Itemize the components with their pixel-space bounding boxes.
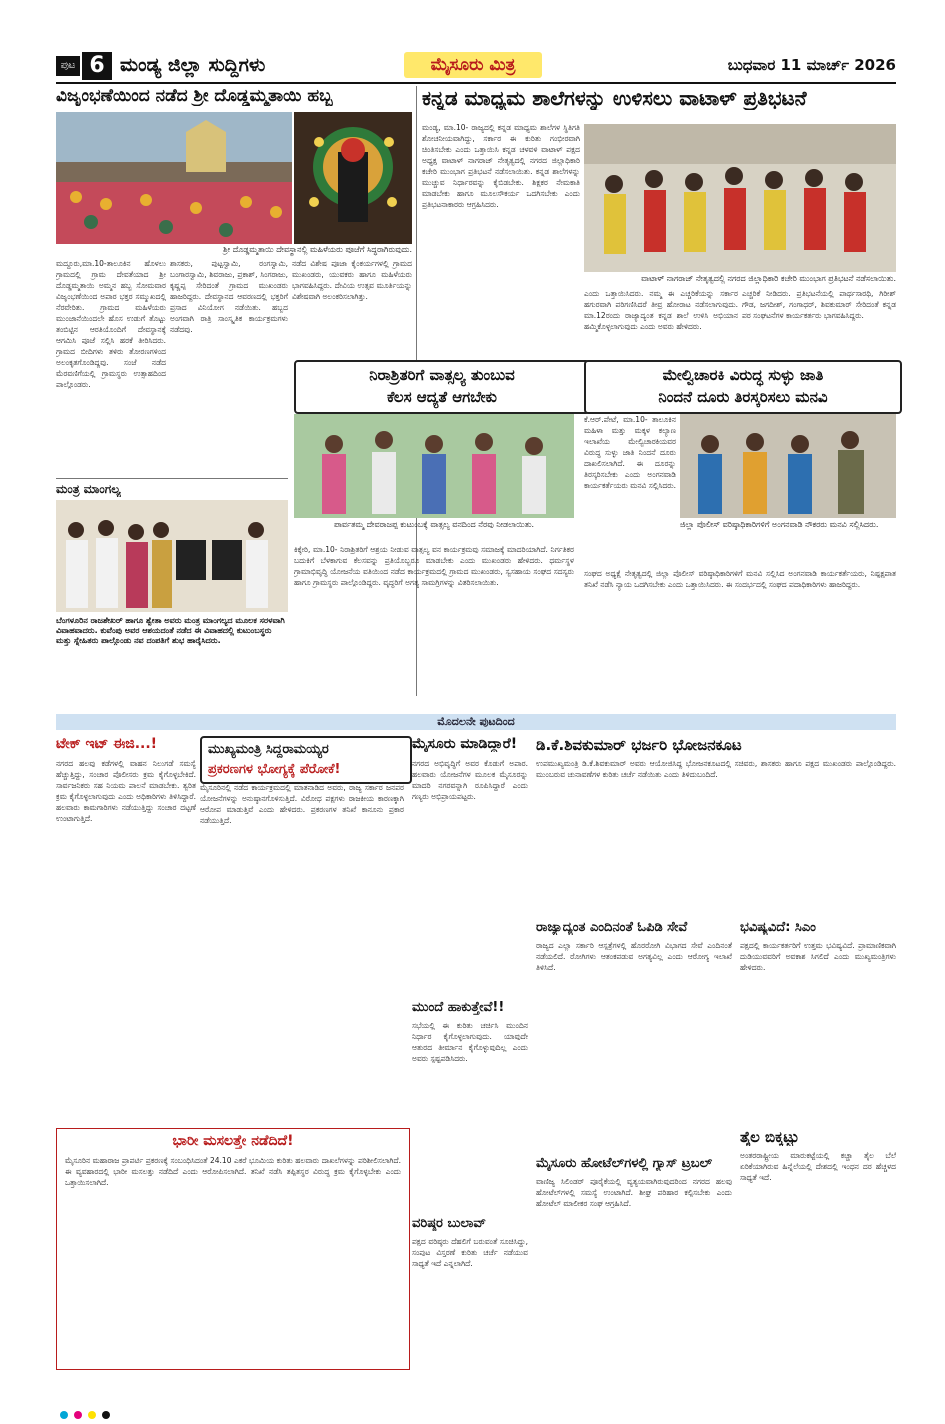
story4-column-b: ಸಂಘದ ಅಧ್ಯಕ್ಷೆ ನೇತೃತ್ವದಲ್ಲಿ ಜಿಲ್ಲಾ ಪೊಲೀಸ್ ವರಿಷ್ಠಾಧಿಕಾರಿಗಳಿಗೆ ಮನವಿ ಸಲ್ಲಿಸಿದ ಅಂಗನವಾಡಿ ಕಾರ್ಯಕರ್ತೆಯರು, ನಿಷ್ಪಕ್ಷಪಾತ ತನಿಖೆ ನಡೆಸಿ ನ್ಯಾಯ ಒದಗಿಸಬೇಕು ಎಂದು ಒತ್ತಾಯಿಸಿದರು. ಈ ಸಂದರ್ಭದಲ್ಲಿ ಸಂಘದ ಪದಾಧಿಕಾರಿಗಳು ಹಾಜರಿದ್ದರು. [584, 569, 896, 589]
cont-headline-0: ಟೇಕ್ ಇಟ್ ಈಜಿ...! [56, 736, 158, 752]
cont-body-2: ನಗರದ ಅಭಿವೃದ್ಧಿಗೆ ಅವರ ಕೊಡುಗೆ ಅಪಾರ. ಹಲವಾರು ಯೋಜನೆಗಳ ಮೂಲಕ ಮೈಸೂರನ್ನು ಮಾದರಿ ನಗರವನ್ನಾಗಿ ರೂಪಿಸಿದ್ದಾರೆ ಎಂದು ಗಣ್ಯರು ಅಭಿಪ್ರಾಯಪಟ್ಟರು. [412, 759, 528, 801]
cont-headline-9: ತೈಲ ಬಿಕ್ಕಟ್ಟು [740, 1128, 799, 1146]
cont-headline-10: ಭಾರೀ ಮಸಲತ್ತೇ ನಡೆದಿದೆ! [172, 1133, 294, 1149]
cont-headline-4: ಮುಂದೆ ಹಾಕುತ್ತೇವೆ!! [412, 1000, 505, 1015]
cont-body-3: ಉಪಮುಖ್ಯಮಂತ್ರಿ ಡಿ.ಕೆ.ಶಿವಕುಮಾರ್ ಅವರು ಆಯೋಜಿಸಿದ್ದ ಭೋಜನಕೂಟದಲ್ಲಿ ಸಚಿವರು, ಶಾಸಕರು ಹಾಗೂ ಪಕ್ಷದ ಮುಖಂಡರು ಪಾಲ್ಗೊಂಡಿದ್ದರು. ಮುಂಬರುವ ಚುನಾವಣೆಗಳ ಕುರಿತು ಚರ್ಚೆ ನಡೆಯಿತು ಎಂದು ತಿಳಿದುಬಂದಿದೆ. [536, 759, 896, 779]
story4-column-a: ಕೆ.ಆರ್.ಪೇಟೆ, ಮಾ.10- ತಾಲೂಕಿನ ಮಹಿಳಾ ಮತ್ತು ಮಕ್ಕಳ ಕಲ್ಯಾಣ ಇಲಾಖೆಯ ಮೇಲ್ವಿಚಾರಕಿಯವರ ವಿರುದ್ಧ ಸುಳ್ಳು ಜಾತಿ ನಿಂದನೆ ದೂರು ದಾಖಲಿಸಲಾಗಿದೆ. ಈ ದೂರನ್ನು ತಿರಸ್ಕರಿಸಬೇಕು ಎಂದು ಅಂಗನವಾಡಿ ಕಾರ್ಯಕರ್ತೆಯರು ಮನವಿ ಸಲ್ಲಿಸಿದರು. [584, 415, 676, 490]
cont-headline-3: ಡಿ.ಕೆ.ಶಿವಕುಮಾರ್ ಭರ್ಜರಿ ಭೋಜನಕೂಟ [536, 736, 742, 754]
story5-rule [56, 478, 288, 479]
paper-name: ಮೈಸೂರು ಮಿತ್ರ [404, 52, 542, 78]
cont-body-9: ಅಂತರರಾಷ್ಟ್ರೀಯ ಮಾರುಕಟ್ಟೆಯಲ್ಲಿ ಕಚ್ಚಾ ತೈಲ ಬೆಲೆ ಏರಿಕೆಯಾಗಿರುವ ಹಿನ್ನೆಲೆಯಲ್ಲಿ ದೇಶದಲ್ಲಿ ಇಂಧನ ದರ ಹೆಚ್ಚಳದ ಸಾಧ್ಯತೆ ಇದೆ. [740, 1151, 896, 1182]
cont-headline-1-line1: ಮುಖ್ಯಮಂತ್ರಿ ಸಿದ್ದರಾಮಯ್ಯರ [208, 742, 329, 757]
cont-body-10: ಮೈಸೂರಿನ ಮಹಾರಾಜ ಪ್ರಾಪರ್ಟಿ ಪ್ರಕರಣಕ್ಕೆ ಸಂಬಂಧಿಸಿದಂತೆ 24.10 ಎಕರೆ ಭೂಮಿಯ ಕುರಿತು ಹಲವಾರು ದಾಖಲೆಗಳನ್ನು ಪರಿಶೀಲಿಸಲಾಗಿದೆ. ಈ ವ್ಯವಹಾರದಲ್ಲಿ ಭಾರೀ ಮಸಲತ್ತು ನಡೆದಿದೆ ಎಂದು ಆರೋಪಿಸಲಾಗಿದೆ. ತನಿಖೆ ನಡೆಸಿ ತಪ್ಪಿತಸ್ಥರ ವಿರುದ್ಧ ಕ್ರಮ ಕೈಗೊಳ್ಳಬೇಕು ಎಂದು ಒತ್ತಾಯಿಸಲಾಗಿದೆ. [65, 1156, 401, 1187]
cont-body-4: ಸಭೆಯಲ್ಲಿ ಈ ಕುರಿತು ಚರ್ಚಿಸಿ ಮುಂದಿನ ನಿರ್ಧಾರ ಕೈಗೊಳ್ಳಲಾಗುವುದು. ಯಾವುದೇ ಆತುರದ ತೀರ್ಮಾನ ಕೈಗೊಳ್ಳುವುದಿಲ್ಲ ಎಂದು ಅವರು ಸ್ಪಷ್ಟಪಡಿಸಿದರು. [412, 1021, 528, 1063]
cont-headline-5: ರಾಜ್ಯಾದ್ಯಂತ ಎಂದಿನಂತೆ ಓಪಿಡಿ ಸೇವೆ [536, 920, 688, 935]
masthead [56, 52, 896, 80]
cont-body-1: ಮೈಸೂರಿನಲ್ಲಿ ನಡೆದ ಕಾರ್ಯಕ್ರಮದಲ್ಲಿ ಮಾತನಾಡಿದ ಅವರು, ರಾಜ್ಯ ಸರ್ಕಾರ ಜನಪರ ಯೋಜನೆಗಳನ್ನು ಅನುಷ್ಠಾನಗೊಳಿಸುತ್ತಿದೆ. ವಿರೋಧ ಪಕ್ಷಗಳು ರಾಜಕೀಯ ಕಾರಣಕ್ಕಾಗಿ ಆರೋಪ ಮಾಡುತ್ತಿವೆ ಎಂದು ಹೇಳಿದರು. ಪ್ರಕರಣಗಳ ತನಿಖೆ ಕಾನೂನು ಪ್ರಕಾರ ನಡೆಯುತ್ತಿದೆ. [200, 783, 404, 825]
cont-body-0: ನಗರದ ಹಲವು ಕಡೆಗಳಲ್ಲಿ ವಾಹನ ನಿಲುಗಡೆ ಸಮಸ್ಯೆ ಹೆಚ್ಚುತ್ತಿದ್ದು, ಸಂಚಾರ ಪೊಲೀಸರು ಕ್ರಮ ಕೈಗೊಳ್ಳಬೇಕಿದೆ. ಸಾರ್ವಜನಿಕರು ಸಹ ನಿಯಮ ಪಾಲನೆ ಮಾಡಬೇಕು. ತ್ವರಿತ ಕ್ರಮ ಕೈಗೊಳ್ಳಲಾಗುವುದು ಎಂದು ಅಧಿಕಾರಿಗಳು ತಿಳಿಸಿದ್ದಾರೆ. ಹಲವಾರು ಕಾಮಗಾರಿಗಳು ನಡೆಯುತ್ತಿದ್ದು ಸಂಚಾರ ದಟ್ಟಣೆ ಉಂಟಾಗುತ್ತಿದೆ. [56, 759, 196, 823]
story1-column-c: ನಡೆದ ವಿಶೇಷ ಪೂಜಾ ಕೈಂಕರ್ಯಗಳಲ್ಲಿ ಗ್ರಾಮದ ಮುಖಂಡರು, ಯುವಕರು ಹಾಗೂ ಮಹಿಳೆಯರು ಭಾಗವಹಿಸಿದ್ದರು. ದೇವಿಯ ಉತ್ಸವ ಮೂರ್ತಿಯನ್ನು ವಿಶೇಷವಾಗಿ ಅಲಂಕರಿಸಲಾಗಿತ್ತು. [292, 259, 412, 301]
goddess-idol-photo [294, 112, 412, 244]
story1-column-b: ಶಾಸಕರು, ಪುಟ್ಟಸ್ವಾಮಿ, ರಂಗಸ್ವಾಮಿ, ಬಂಗಾರಸ್ವಾಮಿ, ಶಿವರಾಜು, ಪ್ರಕಾಶ್, ಸಿಂಗರಾಜು, ಕೃಷ್ಣಪ್ಪ ಸೇರಿದಂತೆ ಗ್ರಾಮದ ಮುಖಂಡರು ಹಾಜರಿದ್ದರು. ದೇವಸ್ಥಾನದ ಆವರಣದಲ್ಲಿ ಭಕ್ತರಿಗೆ ಪ್ರಸಾದ ವಿನಿಯೋಗ ನಡೆಯಿತು. ಹಬ್ಬದ ಅಂಗವಾಗಿ ರಾತ್ರಿ ಸಾಂಸ್ಕೃತಿಕ ಕಾರ್ಯಕ್ರಮಗಳು ನಡೆದವು. [170, 259, 288, 334]
story4-caption: ಜಿಲ್ಲಾ ಪೊಲೀಸ್ ವರಿಷ್ಠಾಧಿಕಾರಿಗಳಿಗೆ ಅಂಗನವಾಡಿ ನೌಕರರು ಮನವಿ ಸಲ್ಲಿಸಿದರು. [680, 520, 879, 529]
wedding-photo [56, 500, 288, 612]
festival-crowd-photo [56, 112, 292, 244]
story2-headline: ಕನ್ನಡ ಮಾಧ್ಯಮ ಶಾಲೆಗಳನ್ನು ಉಳಿಸಲು ವಾಟಾಳ್ ಪ್ರತಿಭಟನೆ [422, 86, 807, 110]
registration-marks [60, 1404, 116, 1423]
section-title: ಮಂಡ್ಯ ಜಿಲ್ಲಾ ಸುದ್ದಿಗಳು [120, 54, 266, 76]
continued-band: ಮೊದಲನೇ ಪುಟದಿಂದ [56, 714, 896, 730]
protest-photo [584, 124, 896, 272]
page-number: 6 [82, 52, 112, 80]
cont-headline-1 [200, 736, 412, 784]
story3-headline [294, 360, 590, 414]
shelter-aid-photo [294, 414, 574, 518]
cont-headline-1-line2: ಪ್ರಕರಣಗಳ ಭೋಗ್ಯಕ್ಕೆ ಪೆರೋಕೆ! [208, 762, 341, 777]
story3-headline-line1: ನಿರಾಶ್ರಿತರಿಗೆ ವಾತ್ಸಲ್ಯ ತುಂಬುವ [369, 366, 515, 384]
story4-headline-line2: ನಿಂದನೆ ದೂರು ತಿರಸ್ಕರಿಸಲು ಮನವಿ [658, 388, 828, 406]
cont-headline-8: ಮೈಸೂರು ಹೋಟೆಲ್‌ಗಳಲ್ಲಿ ಗ್ಯಾಸ್ ಟ್ರಬಲ್ [536, 1156, 713, 1171]
story1-column-a: ಮದ್ದೂರು,ಮಾ.10-ತಾಲೂಕಿನ ಹೊಳಲು ಗ್ರಾಮದಲ್ಲಿ ಗ್ರಾಮ ದೇವತೆಯಾದ ಶ್ರೀ ದೊಡ್ಡಮ್ಮತಾಯಿ ಅಮ್ಮನ ಹಬ್ಬ ಸೋಮವಾರ ವಿಜೃಂಭಣೆಯಿಂದ ಅಪಾರ ಭಕ್ತರ ಸಮ್ಮುಖದಲ್ಲಿ ನೆರವೇರಿತು. ಗ್ರಾಮದ ಮಹಿಳೆಯರು ಮುಂಜಾನೆಯಿಂದಲೇ ಹೊಸ ಉಡುಗೆ ತೊಟ್ಟು ತಂಬಿಟ್ಟಿನ ಆರತಿಯೊಂದಿಗೆ ದೇವಸ್ಥಾನಕ್ಕೆ ಆಗಮಿಸಿ ಪೂಜೆ ಸಲ್ಲಿಸಿ ಹರಕೆ ತೀರಿಸಿದರು. ಗ್ರಾಮದ ಬೀದಿಗಳು ತಳಿರು ತೋರಣಗಳಿಂದ ಅಲಂಕೃತಗೊಂಡಿದ್ದವು. ಸಂಜೆ ನಡೆದ ಮೆರವಣಿಗೆಯಲ್ಲಿ ಗ್ರಾಮಸ್ಥರು ಉತ್ಸಾಹದಿಂದ ಪಾಲ್ಗೊಂಡರು. [56, 259, 166, 389]
story1-headline: ವಿಜೃಂಭಣೆಯಿಂದ ನಡೆದ ಶ್ರೀ ದೊಡ್ಡಮ್ಮತಾಯಿ ಹಬ್ಬ [56, 86, 333, 106]
cont-body-8: ವಾಣಿಜ್ಯ ಸಿಲಿಂಡರ್ ಪೂರೈಕೆಯಲ್ಲಿ ವ್ಯತ್ಯಯವಾಗಿರುವುದರಿಂದ ನಗರದ ಹಲವು ಹೋಟೆಲ್‌ಗಳಲ್ಲಿ ಸಮಸ್ಯೆ ಉಂಟಾಗಿದೆ. ಶೀಘ್ರ ಪರಿಹಾರ ಕಲ್ಪಿಸಬೇಕು ಎಂದು ಹೋಟೆಲ್ ಮಾಲೀಕರ ಸಂಘ ಆಗ್ರಹಿಸಿದೆ. [536, 1177, 732, 1208]
cont-headline-6: ಭವಿಷ್ಯವಿದೆ: ಸಿಎಂ [740, 920, 816, 935]
story3-headline-line2: ಕೆಲಸ ಆದ್ಯತೆ ಆಗಬೇಕು [387, 388, 497, 406]
story5-caption: ಬೆಂಗಳೂರಿನ ರಾಜಶೇಖರ್ ಹಾಗೂ ಶ್ವೇತಾ ಅವರು ಮಂತ್ರ ಮಾಂಗಲ್ಯದ ಮೂಲಕ ಸರಳವಾಗಿ ವಿವಾಹವಾದರು. ಕುವೆಂಪು ಅವರ ಆಶಯದಂತೆ ನಡೆದ ಈ ವಿವಾಹದಲ್ಲಿ ಕುಟುಂಬಸ್ಥರು ಮತ್ತು ಸ್ನೇಹಿತರು ಪಾಲ್ಗೊಂಡು ನವ ದಂಪತಿಗೆ ಶುಭ ಹಾರೈಸಿದರು. [56, 616, 285, 645]
cont-body-6: ಪಕ್ಷದಲ್ಲಿ ಕಾರ್ಯಕರ್ತರಿಗೆ ಉತ್ತಮ ಭವಿಷ್ಯವಿದೆ. ಪ್ರಾಮಾಣಿಕವಾಗಿ ದುಡಿಯುವವರಿಗೆ ಅವಕಾಶ ಸಿಗಲಿದೆ ಎಂದು ಮುಖ್ಯಮಂತ್ರಿಗಳು ಹೇಳಿದರು. [740, 941, 896, 972]
cont-headline-2: ಮೈಸೂರು ಮಾಡಿದ್ದಾರೆ! [412, 736, 518, 752]
cont-headline-7: ವರಿಷ್ಠರ ಬುಲಾವ್ [412, 1216, 486, 1231]
page-tag: ಪುಟ [56, 56, 80, 76]
story3-caption: ಪಾರ್ವತಮ್ಮ ದೇವರಾಜಪ್ಪ ಕುಟುಂಬಕ್ಕೆ ವಾತ್ಸಲ್ಯ ವನದಿಂದ ನೆರವು ನೀಡಲಾಯಿತು. [333, 520, 535, 529]
story4-headline [584, 360, 902, 414]
story2-column-b: ಎಂದು ಒತ್ತಾಯಿಸಿದರು. ನಮ್ಮ ಈ ಎಚ್ಚರಿಕೆಯನ್ನು ಸರ್ಕಾರ ಹಗುರವಾಗಿ ಪರಿಗಣಿಸಿದರೆ ತೀವ್ರ ಹೋರಾಟ ನಡೆಸಲಾಗುವುದು. ಮಾ.12ರಂದು ರಾಜ್ಯಾದ್ಯಂತ ಕನ್ನಡ ಶಾಲೆ ಉಳಿಸಿ ಅಭಿಯಾನ ಹಮ್ಮಿಕೊಳ್ಳಲಾಗುವುದು ಎಂದು ಅವರು ಹೇಳಿದರು. [584, 289, 738, 331]
story2-column-a: ಮಂಡ್ಯ, ಮಾ.10- ರಾಜ್ಯದಲ್ಲಿ ಕನ್ನಡ ಮಾಧ್ಯಮ ಶಾಲೆಗಳ ಸ್ಥಿತಿಗತಿ ಶೋಚನೀಯವಾಗಿದ್ದು, ಸರ್ಕಾರ ಈ ಕುರಿತು ಗಂಭೀರವಾಗಿ ಚಿಂತಿಸಬೇಕು ಎಂದು ಒತ್ತಾಯಿಸಿ ಕನ್ನಡ ಚಳವಳಿ ವಾಟಾಳ್ ಪಕ್ಷದ ಅಧ್ಯಕ್ಷ ವಾಟಾಳ್ ನಾಗರಾಜ್ ನೇತೃತ್ವದಲ್ಲಿ ನಗರದ ಜಿಲ್ಲಾಧಿಕಾರಿ ಕಚೇರಿ ಮುಂಭಾಗ ಪ್ರತಿಭಟನೆ ನಡೆಸಲಾಯಿತು. ಕನ್ನಡ ಶಾಲೆಗಳನ್ನು ಮುಚ್ಚುವ ನಿರ್ಧಾರವನ್ನು ಕೈಬಿಡಬೇಕು. ಶಿಕ್ಷಕರ ನೇಮಕಾತಿ ಮಾಡಬೇಕು ಹಾಗೂ ಮೂಲಸೌಕರ್ಯ ಒದಗಿಸಬೇಕು ಎಂದು ಪ್ರತಿಭಟನಾಕಾರರು ಆಗ್ರಹಿಸಿದರು. [422, 123, 580, 209]
story2-column-c: ಎಚ್ಚರಿಕೆ ನೀಡಿದರು. ಪ್ರತಿಭಟನೆಯಲ್ಲಿ ಪಾರ್ಥಸಾರಥಿ, ಗಿರೀಶ್ ಗೌಡ, ಜಗದೀಶ್, ಗಂಗಾಧರ್, ಶಿವಕುಮಾರ್ ಸೇರಿದಂತೆ ಕನ್ನಡ ಪರ ಸಂಘಟನೆಗಳ ಕಾರ್ಯಕರ್ತರು ಭಾಗವಹಿಸಿದ್ದರು. [742, 289, 896, 320]
masthead-rule [56, 82, 896, 84]
story2-caption: ವಾಟಾಳ್ ನಾಗರಾಜ್ ನೇತೃತ್ವದಲ್ಲಿ ನಗರದ ಜಿಲ್ಲಾಧಿಕಾರಿ ಕಚೇರಿ ಮುಂಭಾಗ ಪ್ರತಿಭಟನೆ ನಡೆಸಲಾಯಿತು. [641, 274, 896, 283]
petition-photo [680, 414, 896, 518]
issue-date: ಬುಧವಾರ 11 ಮಾರ್ಚ್ 2026 [727, 56, 896, 74]
bottom-box [56, 1128, 410, 1370]
cont-body-5: ರಾಜ್ಯದ ಎಲ್ಲಾ ಸರ್ಕಾರಿ ಆಸ್ಪತ್ರೆಗಳಲ್ಲಿ ಹೊರರೋಗಿ ವಿಭಾಗದ ಸೇವೆ ಎಂದಿನಂತೆ ನಡೆಯಲಿದೆ. ರೋಗಿಗಳು ಆತಂಕಪಡುವ ಅಗತ್ಯವಿಲ್ಲ ಎಂದು ಆರೋಗ್ಯ ಇಲಾಖೆ ತಿಳಿಸಿದೆ. [536, 941, 732, 972]
story3-body: ಕಿಕ್ಕೇರಿ, ಮಾ.10- ನಿರಾಶ್ರಿತರಿಗೆ ಆಶ್ರಯ ನೀಡುವ ವಾತ್ಸಲ್ಯ ವನ ಕಾರ್ಯಕ್ರಮವು ಸಮಾಜಕ್ಕೆ ಮಾದರಿಯಾಗಿದೆ. ನಿರ್ಗತಿಕರ ಬದುಕಿಗೆ ಬೆಳಕಾಗುವ ಕೆಲಸವನ್ನು ಪ್ರತಿಯೊಬ್ಬರೂ ಮಾಡಬೇಕು ಎಂದು ಮುಖಂಡರು ಹೇಳಿದರು. ಧರ್ಮಸ್ಥಳ ಗ್ರಾಮಾಭಿವೃದ್ಧಿ ಯೋಜನೆಯ ವತಿಯಿಂದ ನಡೆದ ಕಾರ್ಯಕ್ರಮದಲ್ಲಿ ಗ್ರಾಮದ ಮುಖಂಡರು, ಸ್ವಸಹಾಯ ಸಂಘದ ಸದಸ್ಯರು ಹಾಗೂ ಗ್ರಾಮಸ್ಥರು ಪಾಲ್ಗೊಂಡಿದ್ದರು. ವೃದ್ಧರಿಗೆ ಅಗತ್ಯ ಸಾಮಗ್ರಿಗಳನ್ನು ವಿತರಿಸಲಾಯಿತು. [294, 545, 574, 587]
story1-caption: ಶ್ರೀ ದೊಡ್ಡಮ್ಮತಾಯಿ ದೇವಸ್ಥಾನಲ್ಲಿ ಮಹಿಳೆಯರು ಪೂಜೆಗೆ ಸಿದ್ಧರಾಗಿರುವುದು. [223, 245, 412, 254]
cont-body-7: ಪಕ್ಷದ ವರಿಷ್ಠರು ದೆಹಲಿಗೆ ಬರುವಂತೆ ಸೂಚಿಸಿದ್ದು, ಸಂಪುಟ ವಿಸ್ತರಣೆ ಕುರಿತು ಚರ್ಚೆ ನಡೆಯುವ ಸಾಧ್ಯತೆ ಇದೆ ಎನ್ನಲಾಗಿದೆ. [412, 1237, 528, 1268]
story4-headline-line1: ಮೇಲ್ವಿಚಾರಕಿ ವಿರುದ್ಧ ಸುಳ್ಳು ಜಾತಿ [662, 366, 824, 384]
story5-headline: ಮಂತ್ರ ಮಾಂಗಲ್ಯ [56, 482, 121, 496]
